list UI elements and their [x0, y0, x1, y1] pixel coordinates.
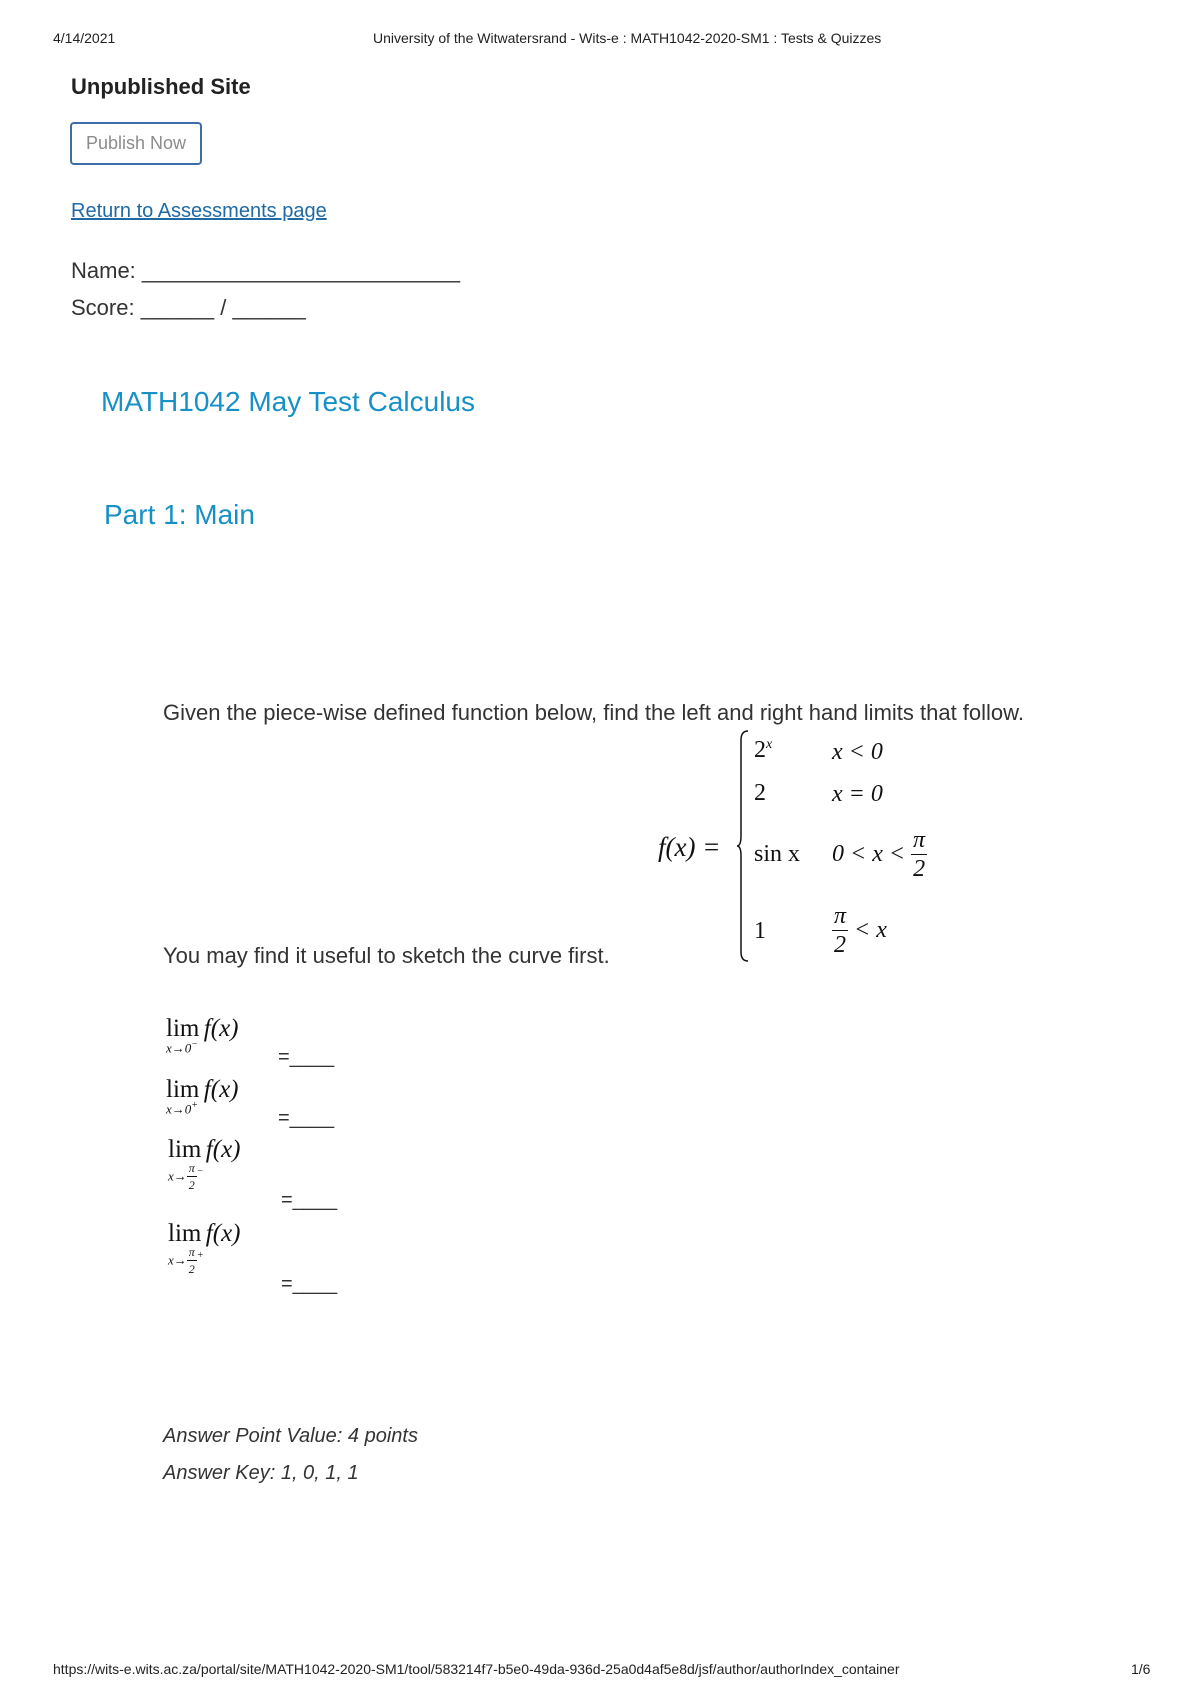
limit-4-answer-blank: =____ — [281, 1273, 338, 1295]
limit-1-answer-blank: =____ — [278, 1046, 335, 1068]
name-field-line: Name: __________________________ — [71, 258, 461, 283]
piecewise-brace — [737, 730, 749, 962]
assessment-title: MATH1042 May Test Calculus — [101, 386, 475, 417]
case-3-condition: 0 < x < $\frac{\pi}{2}$ — [832, 827, 926, 882]
page-number: 1/6 — [1131, 1661, 1151, 1677]
print-url: https://wits-e.wits.ac.za/portal/site/MATH1042-2020-SM1/tool/583214f7-b5e0-49da-936d-25a0d4af5e8d/jsf/author/authorIndex_container — [53, 1661, 900, 1677]
case-1-expression: 2$^x$ — [754, 737, 773, 763]
answer-point-value: Answer Point Value: 4 points — [163, 1425, 418, 1447]
limit-1: lim f(x) x→0− — [166, 1015, 239, 1056]
publish-now-button[interactable]: Publish Now — [70, 122, 202, 165]
case-2-expression: 2 — [754, 780, 766, 806]
question-hint: You may find it useful to sketch the curve first. — [163, 943, 610, 968]
case-2-condition: x = 0 — [832, 781, 883, 807]
question-intro: Given the piece-wise defined function below, find the left and right hand limits that follow. — [163, 700, 1024, 725]
answer-key: Answer Key: 1, 0, 1, 1 — [163, 1462, 359, 1484]
case-1-condition: x < 0 — [832, 739, 883, 765]
return-to-assessments-link[interactable]: Return to Assessments page — [71, 200, 327, 222]
part-heading: Part 1: Main — [104, 499, 255, 530]
case-4-expression: 1 — [754, 918, 766, 944]
limit-2-answer-blank: =____ — [278, 1107, 335, 1129]
print-date: 4/14/2021 — [53, 30, 116, 46]
function-lhs: f(x) = — [658, 832, 721, 862]
limit-3: lim f(x) x→ $\frac{\pi}{2}$ − — [168, 1136, 241, 1192]
limit-2: lim f(x) x→0+ — [166, 1076, 239, 1117]
score-field-line: Score: ______ / ______ — [71, 295, 306, 320]
case-3-expression: sin x — [754, 841, 801, 867]
unpublished-site-heading: Unpublished Site — [71, 74, 251, 99]
limit-3-answer-blank: =____ — [281, 1189, 338, 1211]
print-page-title: University of the Witwatersrand - Wits-e : MATH1042-2020-SM1 : Tests & Quizzes — [373, 30, 882, 46]
limit-4: lim f(x) x→ $\frac{\pi}{2}$ + — [168, 1220, 241, 1276]
case-4-condition: $\frac{\pi}{2}$ < x — [834, 903, 887, 958]
